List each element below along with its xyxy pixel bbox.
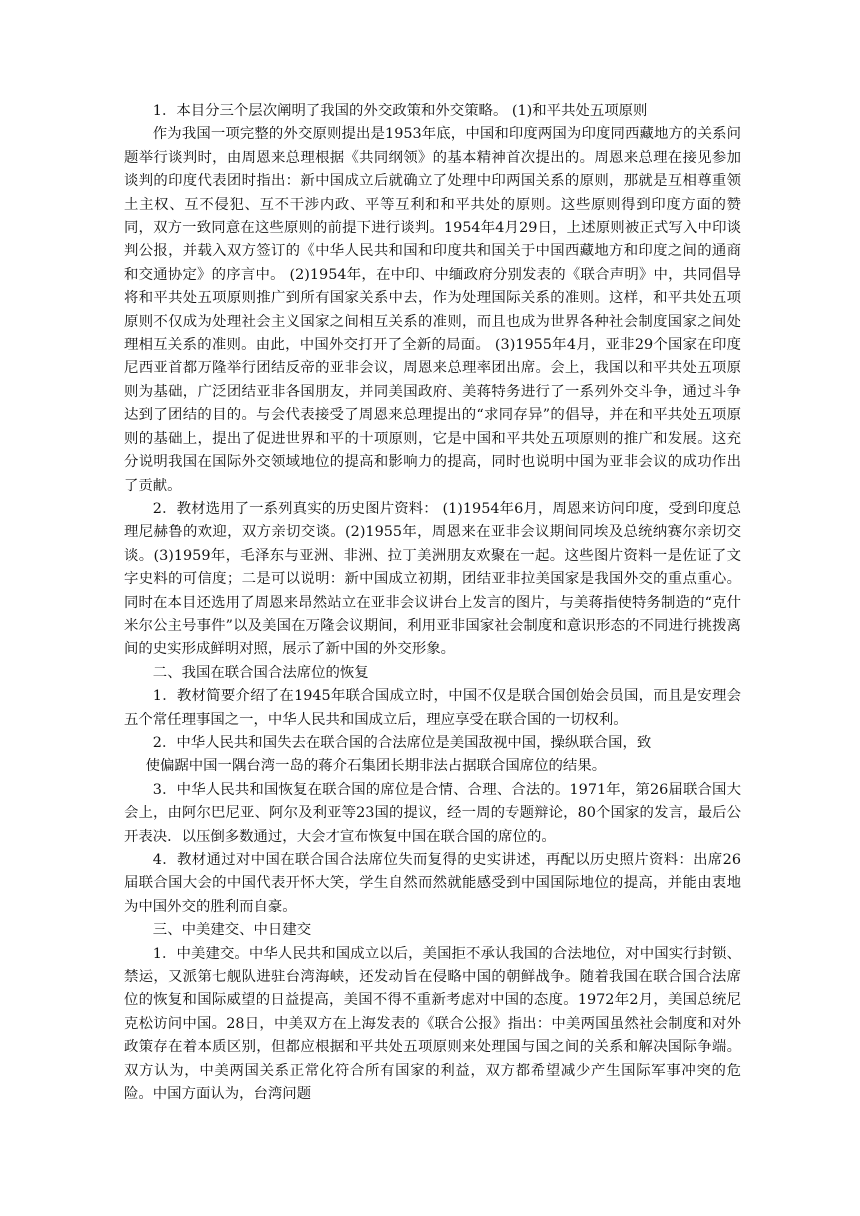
- paragraph-7-un-photos: 4．教材通过对中国在联合国合法席位失而复得的史实讲述，再配以历史照片资料：出席26届联合国大会的中国代表开怀大笑，学生自然而然就能感受到中国国际地位的提高，并能由衷地为中国外交的胜利而自豪。: [124, 852, 741, 915]
- document-body: [124, 100, 741, 1106]
- paragraph-6-restored-seat: 3．中华人民共和国恢复在联合国的席位是合情、合理、合法的。1971年，第26届联合国大会上，由阿尔巴尼亚、阿尔及利亚等23国的提议，经一周的专题辩论，80个国家的发言，最后公开表决．以压倒多数通过，大会才宣布恢复中国在联合国的席位的。: [124, 781, 741, 845]
- section-heading-un-seat: 二、我国在联合国合法席位的恢复: [152, 664, 369, 681]
- paragraph-2-five-principles: 作为我国一项完整的外交原则提出是1953年底，中国和印度两国为印度同西藏地方的关系问题举行谈判时，由周恩来总理根据《共同纲领》的基本精神首次提出的。周恩来总理在接见参加谈判的印度代表团时指出：新中国成立后就确立了处理中印两国关系的原则，那就是互相尊重领土主权、互不侵犯、互不干涉内政、平等互利和和平共处的原则。这些原则得到印度方面的赞同，双方一致同意在这些原则的前提下进行谈判。1954年4月29日，上述原则被正式写入中印谈判公报，并载入双方签订的《中华人民共和国和印度共和国关于中国西藏地方和印度之间的通商和交通协定》的序言中。 (2)1954年，在中印、中缅政府分别发表的《联合声明》中，共同倡导将和平共处五项原则推广到所有国家关系中去，作为处理国际关系的准则。这样，和平共处五项原则不仅成为处理社会主义国家之间相互关系的准则，而且也成为世界各种社会制度国家之间处理相互关系的准则。由此，中国外交打开了全新的局面。 (3)1955年4月，亚非29个国家在印度尼西亚首都万隆举行团结反帝的亚非会议，周恩来总理率团出席。会上，我国以和平共处五项原则为基础，广泛团结亚非各国朋友，并同美国政府、美蒋特务进行了一系列外交斗争，通过斗争达到了团结的目的。与会代表接受了周恩来总理提出的“求同存异”的倡导，并在和平共处五项原则的基础上，提出了促进世界和平的十项原则，它是中国和平共处五项原则的推广和发展。这充分说明我国在国际外交领域地位的提高和影响力的提高，同时也说明中国为亚非会议的成功作出了贡献。: [124, 126, 741, 494]
- paragraph-5-continued: 使偏踞中国一隅台湾一岛的蒋介石集团长期非法占据联合国席位的结果。: [145, 758, 607, 775]
- section-heading-diplomatic-relations: 三、中美建交、中日建交: [152, 922, 312, 939]
- paragraph-1-foreign-policy-intro: 1．本目分三个层次阐明了我国的外交政策和外交策略。 (1)和平共处五项原则: [152, 103, 648, 119]
- paragraph-8-sino-us-relations: 1．中美建交。中华人民共和国成立以后，美国拒不承认我国的合法地位，对中国实行封锁、禁运，又派第七舰队进驻台湾海峡，还发动旨在侵略中国的朝鲜战争。随着我国在联合国合法席位的恢复和国际威望的日益提高，美国不得不重新考虑对中国的态度。1972年2月，美国总统尼克松访问中国。28日，中美双方在上海发表的《联合公报》指出：中美两国虽然社会制度和对外政策存在着本质区别，但都应根据和平共处五项原则来处理国与国之间的关系和解决国际争端。双方认为，中美两国关系正常化符合所有国家的利益，双方都希望减少产生国际军事冲突的危险。中国方面认为，台湾问题: [124, 945, 741, 1103]
- paragraph-4-un-founding: 1．教材简要介绍了在1945年联合国成立时，中国不仅是联合国创始会员国，而且是安理会五个常任理事国之一，中华人民共和国成立后，理应享受在联合国的一切权利。: [124, 688, 741, 728]
- paragraph-5-lost-seat: 2．中华人民共和国失去在联合国的合法席位是美国敌视中国，操纵联合国，致: [152, 734, 652, 751]
- paragraph-3-historical-photos: 2．教材选用了一系列真实的历史图片资料： (1)1954年6月，周恩来访问印度，受到印度总理尼赫鲁的欢迎，双方亲切交谈。(2)1955年，周恩来在亚非会议期间同埃及总统纳赛尔亲切交谈。(3)1959年，毛泽东与亚洲、非洲、拉丁美洲朋友欢聚在一起。这些图片资料一是佐证了文字史料的可信度；二是可以说明：新中国成立初期，团结亚非拉美国家是我国外交的重点重心。同时在本目还选用了周恩来昂然站立在亚非会议讲台上发言的图片，与美蒋指使特务制造的“克什米尔公主号事件”以及美国在万隆会议期间，利用亚非国家社会制度和意识形态的不同进行挑拨离间的史实形成鲜明对照，展示了新中国的外交形象。: [124, 500, 741, 658]
